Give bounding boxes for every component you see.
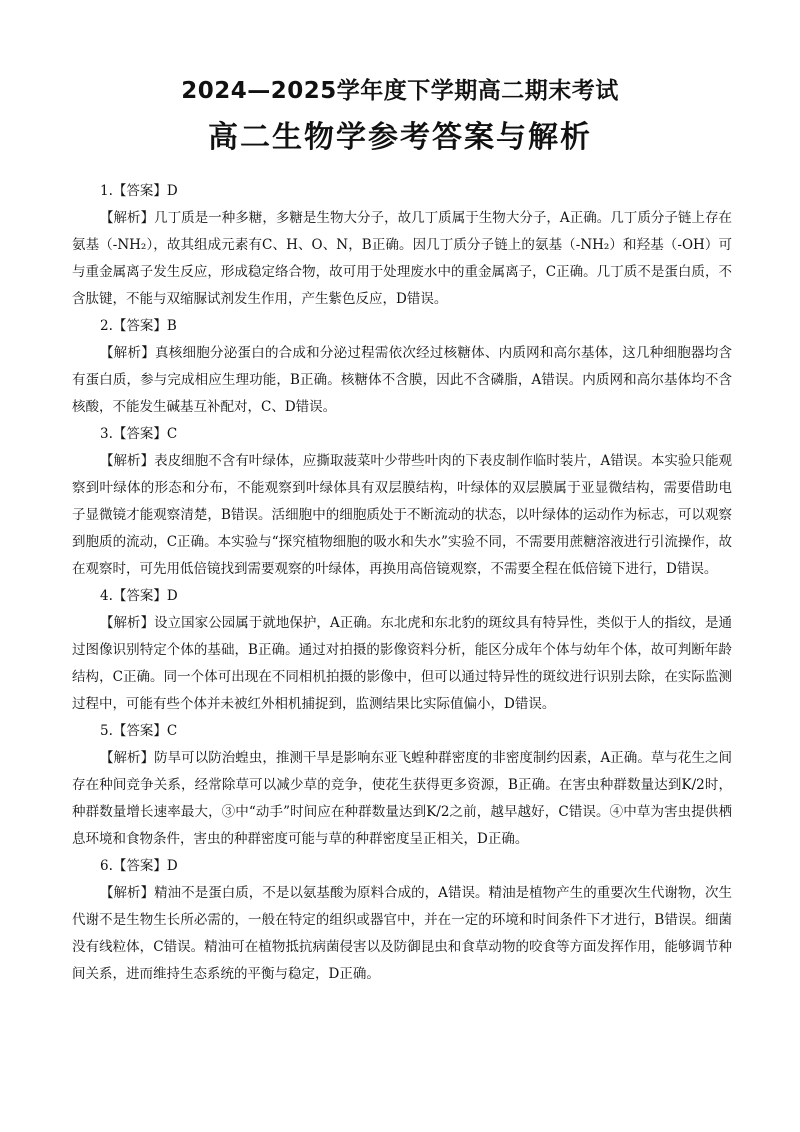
- analysis-label: 【解析】: [100, 615, 155, 631]
- answer-value: B: [166, 318, 177, 334]
- answer-value: D: [166, 183, 178, 199]
- answer-label: 【答案】: [112, 588, 167, 604]
- analysis-paragraph: [72, 610, 732, 718]
- answer-value: C: [166, 723, 178, 739]
- question-block: [72, 313, 732, 421]
- analysis-paragraph: [72, 340, 732, 421]
- analysis-label: 【解析】: [100, 750, 155, 766]
- question-number: 5.: [100, 723, 113, 739]
- answer-line: [72, 178, 732, 205]
- analysis-label: 【解析】: [100, 453, 155, 469]
- analysis-label: 【解析】: [100, 345, 155, 361]
- question-number: 3.: [100, 426, 113, 442]
- analysis-text: 真核细胞分泌蛋白的合成和分泌过程需依次经过核糖体、内质网和高尔基体，这几种细胞器均含有蛋白质，参与完成相应生理功能，B正确。核糖体不含膜，因此不含磷脂，A错误。内质网和高尔基体均不含核酸，不能发生碱基互补配对，C、D错误。: [72, 345, 733, 415]
- question-block: [72, 178, 732, 313]
- question-number: 4.: [100, 588, 113, 604]
- answer-line: [72, 583, 732, 610]
- answer-label: 【答案】: [112, 858, 167, 874]
- answer-label: 【答案】: [112, 183, 167, 199]
- analysis-paragraph: [72, 205, 732, 313]
- analysis-text: 防旱可以防治蝗虫，推测干旱是影响东亚飞蝗种群密度的非密度制约因素，A正确。草与花生之间存在种间竞争关系，经常除草可以减少草的竞争，使花生获得更多资源，B正确。在害虫种群数量达到K/2时，种群数量增长速率最大，③中“动手”时间应在种群数量达到K/2之前，越早越好，C错误。④中草为害虫提供栖息环境和食物条件，害虫的种群密度可能与草的种群密度呈正相关，D正确。: [72, 750, 732, 847]
- answer-value: C: [166, 426, 178, 442]
- analysis-text: 精油不是蛋白质，不是以氨基酸为原料合成的，A错误。精油是植物产生的重要次生代谢物，次生代谢不是生物生长所必需的，一般在特定的组织或器官中，并在一定的环境和时间条件下才进行，B错误。细菌没有线粒体，C错误。精油可在植物抵抗病菌侵害以及防御昆虫和食草动物的咬食等方面发挥作用，能够调节种间关系，进而维持生态系统的平衡与稳定，D正确。: [72, 885, 732, 982]
- analysis-label: 【解析】: [100, 210, 155, 226]
- question-block: [72, 583, 732, 718]
- analysis-text: 几丁质是一种多糖，多糖是生物大分子，故几丁质属于生物大分子，A正确。几丁质分子链上存在氨基（-NH₂），故其组成元素有C、H、O、N，B正确。因几丁质分子链上的氨基（-NH₂）和羟基（-OH）可与重金属离子发生反应，形成稳定络合物，故可用于处理废水中的重金属离子，C正确。几丁质不是蛋白质，不含肽键，不能与双缩脲试剂发生作用，产生紫色反应，D错误。: [72, 210, 732, 307]
- answer-line: [72, 421, 732, 448]
- question-number: 6.: [100, 858, 113, 874]
- answer-label: 【答案】: [112, 318, 167, 334]
- question-block: [72, 718, 732, 853]
- answer-value: D: [166, 858, 178, 874]
- analysis-label: 【解析】: [100, 885, 155, 901]
- question-block: [72, 853, 732, 988]
- analysis-paragraph: [72, 448, 732, 583]
- question-block: [72, 421, 732, 583]
- answer-label: 【答案】: [112, 426, 167, 442]
- exam-title: 2024—2025学年度下学期高二期末考试: [181, 78, 619, 104]
- analysis-text: 表皮细胞不含有叶绿体，应撕取菠菜叶少带些叶肉的下表皮制作临时装片，A错误。本实验只能观察到叶绿体的形态和分布，不能观察到叶绿体具有双层膜结构，叶绿体的双层膜属于亚显微结构，需要借助电子显微镜才能观察清楚，B错误。活细胞中的细胞质处于不断流动的状态，以叶绿体的运动作为标志，可以观察到胞质的流动，C正确。本实验与“探究植物细胞的吸水和失水”实验不同，不需要用蔗糖溶液进行引流操作，故在观察时，可先用低倍镜找到需要观察的叶绿体，再换用高倍镜观察，不需要全程在低倍镜下进行，D错误。: [72, 453, 732, 577]
- analysis-paragraph: [72, 880, 732, 988]
- question-number: 2.: [100, 318, 113, 334]
- answer-label: 【答案】: [112, 723, 167, 739]
- document-title: 高二生物学参考答案与解析: [208, 120, 592, 155]
- answer-line: [72, 853, 732, 880]
- answer-value: D: [166, 588, 178, 604]
- analysis-paragraph: [72, 745, 732, 853]
- question-number: 1.: [100, 183, 113, 199]
- answer-list: [72, 178, 732, 988]
- answer-line: [72, 718, 732, 745]
- analysis-text: 设立国家公园属于就地保护，A正确。东北虎和东北豹的斑纹具有特异性，类似于人的指纹，是通过图像识别特定个体的基础，B正确。通过对拍摄的影像资料分析，能区分成年个体与幼年个体，故可判断年龄结构，C正确。同一个体可出现在不同相机拍摄的影像中，但可以通过特异性的斑纹进行识别去除，在实际监测过程中，可能有些个体并未被红外相机捕捉到，监测结果比实际值偏小，D错误。: [72, 615, 732, 712]
- answer-line: [72, 313, 732, 340]
